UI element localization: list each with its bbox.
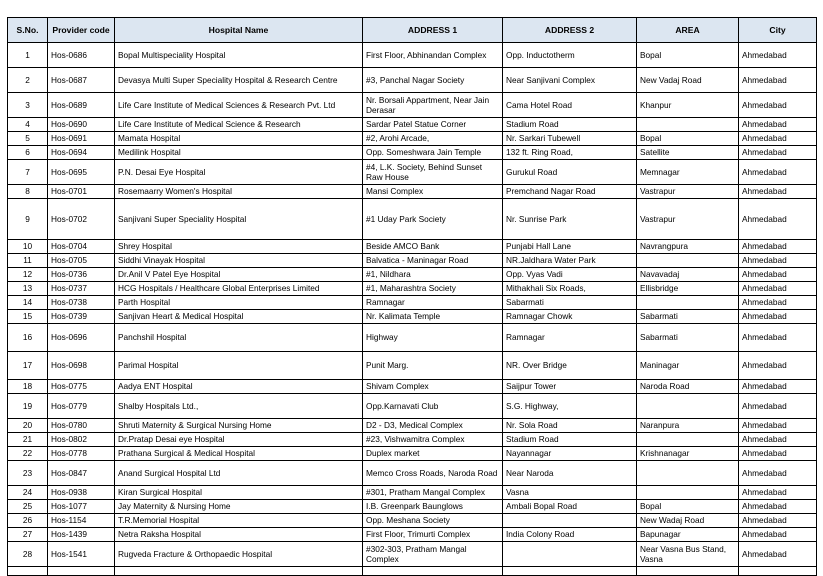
cell-addr1[interactable]: Shivam Complex bbox=[363, 380, 503, 394]
cell-area[interactable]: Satellite bbox=[637, 146, 739, 160]
cell-city[interactable]: Ahmedabad bbox=[739, 199, 817, 240]
cell-area[interactable]: Bopal bbox=[637, 43, 739, 68]
cell-sno[interactable]: 18 bbox=[8, 380, 48, 394]
column-header-sno[interactable]: S.No. bbox=[8, 18, 48, 43]
cell-sno[interactable]: 19 bbox=[8, 394, 48, 419]
cell-addr2[interactable]: NR. Over Bridge bbox=[503, 352, 637, 380]
cell-sno[interactable]: 15 bbox=[8, 310, 48, 324]
cell-addr1[interactable]: Opp.Karnavati Club bbox=[363, 394, 503, 419]
cell-area[interactable] bbox=[637, 296, 739, 310]
hospital-table bbox=[7, 17, 817, 576]
cell-addr2[interactable]: S.G. Highway, bbox=[503, 394, 637, 419]
cell-addr1[interactable]: Balvatica - Maninagar Road bbox=[363, 254, 503, 268]
cell-city[interactable]: Ahmedabad bbox=[739, 514, 817, 528]
cell-name[interactable]: Anand Surgical Hospital Ltd bbox=[115, 461, 363, 486]
cell-name[interactable]: Jay Maternity & Nursing Home bbox=[115, 500, 363, 514]
cell-code[interactable]: Hos-0775 bbox=[48, 380, 115, 394]
cell-sno[interactable]: 27 bbox=[8, 528, 48, 542]
cell-addr1[interactable]: Opp. Meshana Society bbox=[363, 514, 503, 528]
table-row[interactable] bbox=[8, 528, 817, 542]
cell-sno[interactable]: 24 bbox=[8, 486, 48, 500]
table-row[interactable] bbox=[8, 240, 817, 254]
table-row[interactable] bbox=[8, 146, 817, 160]
cell-city[interactable]: Ahmedabad bbox=[739, 240, 817, 254]
cell-city[interactable]: Ahmedabad bbox=[739, 296, 817, 310]
cell-city[interactable] bbox=[739, 567, 817, 576]
table-row[interactable] bbox=[8, 567, 817, 576]
cell-addr1[interactable]: Ramnagar bbox=[363, 296, 503, 310]
cell-sno[interactable]: 23 bbox=[8, 461, 48, 486]
cell-addr2[interactable]: Mithakhali Six Roads, bbox=[503, 282, 637, 296]
cell-code[interactable]: Hos-0686 bbox=[48, 43, 115, 68]
table-row[interactable] bbox=[8, 419, 817, 433]
cell-area[interactable] bbox=[637, 394, 739, 419]
cell-addr1[interactable]: Beside AMCO Bank bbox=[363, 240, 503, 254]
cell-addr1[interactable]: Punit Marg. bbox=[363, 352, 503, 380]
cell-addr2[interactable]: Sabarmati bbox=[503, 296, 637, 310]
cell-addr2[interactable] bbox=[503, 542, 637, 567]
cell-addr2[interactable]: Ambali Bopal Road bbox=[503, 500, 637, 514]
cell-name[interactable]: Netra Raksha Hospital bbox=[115, 528, 363, 542]
table-row[interactable] bbox=[8, 185, 817, 199]
cell-addr1[interactable]: Duplex market bbox=[363, 447, 503, 461]
cell-code[interactable]: Hos-0779 bbox=[48, 394, 115, 419]
cell-addr1[interactable]: Nr. Borsali Appartment, Near Jain Derasar bbox=[363, 93, 503, 118]
cell-code[interactable]: Hos-0778 bbox=[48, 447, 115, 461]
cell-code[interactable]: Hos-0780 bbox=[48, 419, 115, 433]
cell-name[interactable]: Prathana Surgical & Medical Hospital bbox=[115, 447, 363, 461]
cell-name[interactable]: HCG Hospitals / Healthcare Global Enterprises Limited bbox=[115, 282, 363, 296]
cell-city[interactable]: Ahmedabad bbox=[739, 461, 817, 486]
cell-addr1[interactable]: Sardar Patel Statue Corner bbox=[363, 118, 503, 132]
cell-city[interactable]: Ahmedabad bbox=[739, 68, 817, 93]
cell-addr2[interactable]: Opp. Vyas Vadi bbox=[503, 268, 637, 282]
cell-addr1[interactable]: #2, Arohi Arcade, bbox=[363, 132, 503, 146]
table-body bbox=[8, 43, 817, 576]
cell-sno[interactable]: 17 bbox=[8, 352, 48, 380]
cell-area[interactable] bbox=[637, 254, 739, 268]
cell-name[interactable] bbox=[115, 567, 363, 576]
cell-area[interactable]: Naroda Road bbox=[637, 380, 739, 394]
cell-city[interactable]: Ahmedabad bbox=[739, 542, 817, 567]
cell-name[interactable]: Dr.Pratap Desai eye Hospital bbox=[115, 433, 363, 447]
cell-sno[interactable]: 26 bbox=[8, 514, 48, 528]
cell-addr1[interactable] bbox=[363, 567, 503, 576]
table-row[interactable] bbox=[8, 433, 817, 447]
hospital-table-container bbox=[7, 17, 816, 576]
cell-addr1[interactable]: First Floor, Trimurti Complex bbox=[363, 528, 503, 542]
cell-area[interactable]: Navavadaj bbox=[637, 268, 739, 282]
cell-sno[interactable]: 25 bbox=[8, 500, 48, 514]
cell-code[interactable]: Hos-0694 bbox=[48, 146, 115, 160]
table-row[interactable] bbox=[8, 461, 817, 486]
cell-area[interactable] bbox=[637, 461, 739, 486]
cell-code[interactable]: Hos-1154 bbox=[48, 514, 115, 528]
cell-area[interactable]: Near Vasna Bus Stand, Vasna bbox=[637, 542, 739, 567]
table-row[interactable] bbox=[8, 394, 817, 419]
cell-sno[interactable]: 11 bbox=[8, 254, 48, 268]
cell-city[interactable]: Ahmedabad bbox=[739, 528, 817, 542]
cell-sno[interactable]: 13 bbox=[8, 282, 48, 296]
column-header-name[interactable]: Hospital Name bbox=[115, 18, 363, 43]
table-row[interactable] bbox=[8, 132, 817, 146]
cell-area[interactable] bbox=[637, 118, 739, 132]
cell-sno[interactable]: 4 bbox=[8, 118, 48, 132]
cell-code[interactable]: Hos-0739 bbox=[48, 310, 115, 324]
cell-addr2[interactable]: Punjabi Hall Lane bbox=[503, 240, 637, 254]
cell-code[interactable]: Hos-0847 bbox=[48, 461, 115, 486]
cell-code[interactable]: Hos-0938 bbox=[48, 486, 115, 500]
cell-addr2[interactable]: Ramnagar bbox=[503, 324, 637, 352]
cell-area[interactable] bbox=[637, 433, 739, 447]
cell-addr2[interactable] bbox=[503, 514, 637, 528]
cell-addr1[interactable]: #1 Uday Park Society bbox=[363, 199, 503, 240]
table-row[interactable] bbox=[8, 43, 817, 68]
cell-sno[interactable]: 28 bbox=[8, 542, 48, 567]
table-row[interactable] bbox=[8, 352, 817, 380]
cell-addr2[interactable]: Nayannagar bbox=[503, 447, 637, 461]
table-row[interactable] bbox=[8, 542, 817, 567]
cell-addr2[interactable]: Vasna bbox=[503, 486, 637, 500]
cell-area[interactable]: Khanpur bbox=[637, 93, 739, 118]
table-row[interactable] bbox=[8, 199, 817, 240]
cell-area[interactable]: Vastrapur bbox=[637, 185, 739, 199]
cell-name[interactable]: Rugveda Fracture & Orthopaedic Hospital bbox=[115, 542, 363, 567]
cell-city[interactable]: Ahmedabad bbox=[739, 254, 817, 268]
cell-addr2[interactable]: Nr. Sunrise Park bbox=[503, 199, 637, 240]
cell-code[interactable] bbox=[48, 567, 115, 576]
cell-name[interactable]: P.N. Desai Eye Hospital bbox=[115, 160, 363, 185]
cell-area[interactable]: Sabarmati bbox=[637, 310, 739, 324]
cell-addr2[interactable]: Cama Hotel Road bbox=[503, 93, 637, 118]
cell-code[interactable]: Hos-0690 bbox=[48, 118, 115, 132]
cell-name[interactable]: Siddhi Vinayak Hospital bbox=[115, 254, 363, 268]
table-row[interactable] bbox=[8, 93, 817, 118]
cell-area[interactable]: New Vadaj Road bbox=[637, 68, 739, 93]
cell-addr2[interactable]: Nr. Sola Road bbox=[503, 419, 637, 433]
cell-code[interactable]: Hos-0802 bbox=[48, 433, 115, 447]
cell-area[interactable]: Bapunagar bbox=[637, 528, 739, 542]
table-row[interactable] bbox=[8, 254, 817, 268]
cell-area[interactable] bbox=[637, 486, 739, 500]
table-row[interactable] bbox=[8, 282, 817, 296]
cell-sno[interactable]: 10 bbox=[8, 240, 48, 254]
cell-name[interactable]: Shrey Hospital bbox=[115, 240, 363, 254]
cell-area[interactable]: Bopal bbox=[637, 500, 739, 514]
column-header-addr2[interactable]: ADDRESS 2 bbox=[503, 18, 637, 43]
cell-city[interactable]: Ahmedabad bbox=[739, 447, 817, 461]
cell-name[interactable]: Rosemaarry Women's Hospital bbox=[115, 185, 363, 199]
cell-code[interactable]: Hos-0704 bbox=[48, 240, 115, 254]
table-header-row bbox=[8, 18, 817, 43]
cell-code[interactable]: Hos-0695 bbox=[48, 160, 115, 185]
cell-addr2[interactable]: Near Sanjivani Complex bbox=[503, 68, 637, 93]
cell-city[interactable]: Ahmedabad bbox=[739, 160, 817, 185]
cell-addr2[interactable]: Nr. Sarkari Tubewell bbox=[503, 132, 637, 146]
cell-city[interactable]: Ahmedabad bbox=[739, 394, 817, 419]
cell-addr1[interactable]: First Floor, Abhinandan Complex bbox=[363, 43, 503, 68]
cell-code[interactable]: Hos-0737 bbox=[48, 282, 115, 296]
cell-sno[interactable]: 5 bbox=[8, 132, 48, 146]
cell-code[interactable]: Hos-0696 bbox=[48, 324, 115, 352]
table-row[interactable] bbox=[8, 500, 817, 514]
cell-code[interactable]: Hos-1077 bbox=[48, 500, 115, 514]
cell-addr2[interactable]: Stadium Road bbox=[503, 118, 637, 132]
cell-sno[interactable]: 21 bbox=[8, 433, 48, 447]
cell-city[interactable]: Ahmedabad bbox=[739, 268, 817, 282]
cell-code[interactable]: Hos-0701 bbox=[48, 185, 115, 199]
cell-sno[interactable]: 7 bbox=[8, 160, 48, 185]
cell-addr2[interactable]: NR.Jaldhara Water Park bbox=[503, 254, 637, 268]
cell-addr2[interactable]: 132 ft. Ring Road, bbox=[503, 146, 637, 160]
cell-code[interactable]: Hos-0738 bbox=[48, 296, 115, 310]
cell-name[interactable]: T.R.Memorial Hospital bbox=[115, 514, 363, 528]
table-row[interactable] bbox=[8, 296, 817, 310]
column-header-addr1[interactable]: ADDRESS 1 bbox=[363, 18, 503, 43]
cell-city[interactable]: Ahmedabad bbox=[739, 324, 817, 352]
cell-area[interactable]: Navrangpura bbox=[637, 240, 739, 254]
cell-sno[interactable]: 9 bbox=[8, 199, 48, 240]
cell-code[interactable]: Hos-0687 bbox=[48, 68, 115, 93]
column-header-code[interactable]: Provider code bbox=[48, 18, 115, 43]
cell-city[interactable]: Ahmedabad bbox=[739, 433, 817, 447]
cell-sno[interactable]: 6 bbox=[8, 146, 48, 160]
cell-addr1[interactable]: #1, Nildhara bbox=[363, 268, 503, 282]
cell-city[interactable]: Ahmedabad bbox=[739, 486, 817, 500]
cell-code[interactable]: Hos-1541 bbox=[48, 542, 115, 567]
cell-city[interactable]: Ahmedabad bbox=[739, 310, 817, 324]
table-row[interactable] bbox=[8, 310, 817, 324]
cell-name[interactable]: Sanjivani Super Speciality Hospital bbox=[115, 199, 363, 240]
cell-city[interactable]: Ahmedabad bbox=[739, 500, 817, 514]
table-row[interactable] bbox=[8, 118, 817, 132]
cell-addr1[interactable]: I.B. Greenpark Baunglows bbox=[363, 500, 503, 514]
cell-addr1[interactable]: #3, Panchal Nagar Society bbox=[363, 68, 503, 93]
cell-city[interactable]: Ahmedabad bbox=[739, 352, 817, 380]
cell-addr1[interactable]: Memco Cross Roads, Naroda Road bbox=[363, 461, 503, 486]
cell-addr1[interactable]: #1, Maharashtra Society bbox=[363, 282, 503, 296]
table-row[interactable] bbox=[8, 268, 817, 282]
cell-name[interactable]: Life Care Institute of Medical Sciences & Research Pvt. Ltd bbox=[115, 93, 363, 118]
cell-code[interactable]: Hos-0691 bbox=[48, 132, 115, 146]
cell-sno[interactable]: 22 bbox=[8, 447, 48, 461]
cell-sno[interactable]: 16 bbox=[8, 324, 48, 352]
cell-addr1[interactable]: D2 - D3, Medical Complex bbox=[363, 419, 503, 433]
cell-city[interactable]: Ahmedabad bbox=[739, 146, 817, 160]
cell-city[interactable]: Ahmedabad bbox=[739, 43, 817, 68]
cell-name[interactable]: Panchshil Hospital bbox=[115, 324, 363, 352]
cell-name[interactable]: Life Care Institute of Medical Science & Research bbox=[115, 118, 363, 132]
cell-name[interactable]: Medilink Hospital bbox=[115, 146, 363, 160]
cell-sno[interactable]: 8 bbox=[8, 185, 48, 199]
cell-addr1[interactable]: Highway bbox=[363, 324, 503, 352]
cell-code[interactable]: Hos-0705 bbox=[48, 254, 115, 268]
cell-addr1[interactable]: #23, Vishwamitra Complex bbox=[363, 433, 503, 447]
cell-area[interactable]: Naranpura bbox=[637, 419, 739, 433]
cell-sno[interactable]: 20 bbox=[8, 419, 48, 433]
cell-name[interactable]: Sanjivan Heart & Medical Hospital bbox=[115, 310, 363, 324]
cell-addr1[interactable]: #301, Pratham Mangal Complex bbox=[363, 486, 503, 500]
cell-name[interactable]: Mamata Hospital bbox=[115, 132, 363, 146]
cell-area[interactable]: New Wadaj Road bbox=[637, 514, 739, 528]
cell-addr1[interactable]: Opp. Someshwara Jain Temple bbox=[363, 146, 503, 160]
cell-area[interactable] bbox=[637, 567, 739, 576]
cell-name[interactable]: Parth Hospital bbox=[115, 296, 363, 310]
cell-code[interactable]: Hos-0689 bbox=[48, 93, 115, 118]
cell-sno[interactable]: 3 bbox=[8, 93, 48, 118]
cell-area[interactable]: Ellisbridge bbox=[637, 282, 739, 296]
table-row[interactable] bbox=[8, 160, 817, 185]
cell-addr1[interactable]: #4, L.K. Society, Behind Sunset Raw House bbox=[363, 160, 503, 185]
table-row[interactable] bbox=[8, 514, 817, 528]
cell-addr2[interactable]: Saijpur Tower bbox=[503, 380, 637, 394]
cell-addr2[interactable]: Opp. Inductotherm bbox=[503, 43, 637, 68]
cell-addr2[interactable]: Stadium Road bbox=[503, 433, 637, 447]
cell-name[interactable]: Parimal Hospital bbox=[115, 352, 363, 380]
cell-city[interactable]: Ahmedabad bbox=[739, 93, 817, 118]
cell-addr1[interactable]: Nr. Kalimata Temple bbox=[363, 310, 503, 324]
cell-addr2[interactable]: Near Naroda bbox=[503, 461, 637, 486]
cell-sno[interactable]: 12 bbox=[8, 268, 48, 282]
cell-city[interactable]: Ahmedabad bbox=[739, 185, 817, 199]
cell-name[interactable]: Dr.Anil V Patel Eye Hospital bbox=[115, 268, 363, 282]
table-row[interactable] bbox=[8, 324, 817, 352]
cell-addr2[interactable]: Gurukul Road bbox=[503, 160, 637, 185]
cell-name[interactable]: Devasya Multi Super Speciality Hospital & Research Centre bbox=[115, 68, 363, 93]
cell-sno[interactable]: 2 bbox=[8, 68, 48, 93]
cell-code[interactable]: Hos-0736 bbox=[48, 268, 115, 282]
table-row[interactable] bbox=[8, 68, 817, 93]
table-row[interactable] bbox=[8, 380, 817, 394]
cell-city[interactable]: Ahmedabad bbox=[739, 118, 817, 132]
column-header-area[interactable]: AREA bbox=[637, 18, 739, 43]
cell-area[interactable]: Krishnanagar bbox=[637, 447, 739, 461]
cell-name[interactable]: Kiran Surgical Hospital bbox=[115, 486, 363, 500]
cell-name[interactable]: Shalby Hospitals Ltd., bbox=[115, 394, 363, 419]
table-header bbox=[8, 18, 817, 43]
cell-addr1[interactable]: Mansi Complex bbox=[363, 185, 503, 199]
cell-name[interactable]: Shruti Maternity & Surgical Nursing Home bbox=[115, 419, 363, 433]
cell-sno[interactable]: 1 bbox=[8, 43, 48, 68]
cell-city[interactable]: Ahmedabad bbox=[739, 282, 817, 296]
cell-area[interactable]: Memnagar bbox=[637, 160, 739, 185]
cell-addr2[interactable] bbox=[503, 567, 637, 576]
cell-city[interactable]: Ahmedabad bbox=[739, 380, 817, 394]
cell-name[interactable]: Aadya ENT Hospital bbox=[115, 380, 363, 394]
table-row[interactable] bbox=[8, 486, 817, 500]
cell-name[interactable]: Bopal Multispeciality Hospital bbox=[115, 43, 363, 68]
cell-code[interactable]: Hos-0698 bbox=[48, 352, 115, 380]
cell-area[interactable]: Sabarmati bbox=[637, 324, 739, 352]
cell-sno[interactable] bbox=[8, 567, 48, 576]
column-header-city[interactable]: City bbox=[739, 18, 817, 43]
cell-code[interactable]: Hos-0702 bbox=[48, 199, 115, 240]
cell-code[interactable]: Hos-1439 bbox=[48, 528, 115, 542]
cell-addr2[interactable]: Ramnagar Chowk bbox=[503, 310, 637, 324]
table-row[interactable] bbox=[8, 447, 817, 461]
cell-addr2[interactable]: India Colony Road bbox=[503, 528, 637, 542]
cell-area[interactable]: Maninagar bbox=[637, 352, 739, 380]
cell-addr2[interactable]: Premchand Nagar Road bbox=[503, 185, 637, 199]
cell-area[interactable]: Bopal bbox=[637, 132, 739, 146]
cell-sno[interactable]: 14 bbox=[8, 296, 48, 310]
cell-area[interactable]: Vastrapur bbox=[637, 199, 739, 240]
cell-addr1[interactable]: #302-303, Pratham Mangal Complex bbox=[363, 542, 503, 567]
cell-city[interactable]: Ahmedabad bbox=[739, 132, 817, 146]
cell-city[interactable]: Ahmedabad bbox=[739, 419, 817, 433]
